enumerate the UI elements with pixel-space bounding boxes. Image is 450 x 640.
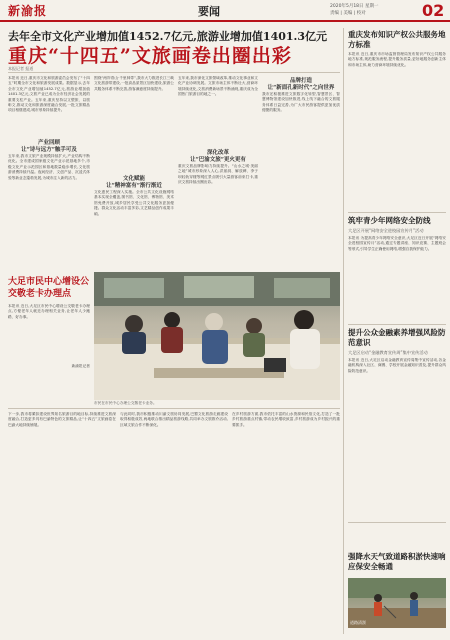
lower-paragraph-3: 在乡村旅游方面,我市依托丰富的山水资源和民俗文化,打造了一批乡村旅游重点村镇,带动农民增收致富,乡村旅游成为乡村振兴的重要抓手。 <box>232 412 340 427</box>
cyber-safety-subline: 大足区开展“网络安全进校园宣传月”活动 <box>348 228 424 233</box>
citizen-center-credit: 新渝报记者 <box>71 364 90 368</box>
lead-paragraph-3: 围绕“两岸青山·千里林带”,我市大力推进长江三峡文化旅游带建设,一批高品质景区加快建设,旅游公共服务体系不断完善,游客满意度持续提升。 <box>94 76 174 91</box>
lead-paragraph-1: 本报讯 近日,重庆市文化和旅游委员会发布了“十四五”时期全市文化和旅游发展成果。数据显示,去年全市文化产业增加值1452.7亿元,旅游业增加值1401.3亿元,文旅产业已成为全市经济社会发展的重要支柱产业。五年来,重庆坚持以文塑旅、以旅彰文,推动文化和旅游深度融合发展,一批文旅精品项目相继建成,城市形象持续提升。 <box>8 76 90 113</box>
road-cleanup-photo <box>348 578 446 628</box>
lead-subtitle: 去年全市文化产业增加值1452.7亿元,旅游业增加值1401.3亿元 <box>8 30 328 43</box>
subhead-bayu: 让“巴渝文旅”更火更有 <box>190 157 246 163</box>
lead-title: 重庆“十四五”文旅画卷出圈出彩 <box>8 45 292 67</box>
right-rule-3 <box>348 522 446 523</box>
newspaper-brand: 新渝报 <box>8 4 48 18</box>
issue-date: 2020年5月18日 星期一 <box>330 4 379 9</box>
subhead-poetry: 让“诗与远方”触手可及 <box>21 147 77 153</box>
citizen-center-headline: 大足市民中心增设公交敬老卡办理点 <box>8 277 90 299</box>
subhead-brand: 品牌打造 <box>289 78 312 84</box>
lead-paragraph-2: 五年来,我市文旅产业规模持续扩大,产业结构不断优化。全市建成国家级文化产业示范基地多个,市级文化产业示范园区和基地数量稳步增长,文化旅游消费持续升温。夜间经济、文创产品、沉浸式体验等新业态蓬勃发展,为城市注入新的活力。 <box>8 154 90 180</box>
subhead-culture: 文化赋能 <box>122 176 145 182</box>
subhead-spirit: 让“精神富有”渐行渐近 <box>106 183 162 189</box>
service-hall-photo-illustration <box>94 272 340 400</box>
road-cleanup-label: 道路清淤 <box>350 620 366 625</box>
lower-section-rule <box>8 408 340 409</box>
finance-week-headline: 提升公众金融素养增强风险防范意识 <box>348 328 446 347</box>
ip-standard-text: 本报讯 近日,重庆市市场监督管理局发布知识产权公共服务地方标准,规范服务流程,提升服务质量,更好地服务创新主体和市场主体,助力营商环境持续优化。 <box>348 52 446 67</box>
page-number: 02 <box>422 1 445 20</box>
lower-paragraph-2: 与此同时,我市积极推动川渝文旅协同发展,巴蜀文化旅游走廊建设取得积极成效,两地联合推出精品旅游线路,共同举办文旅推介活动,区域文旅合作不断深化。 <box>120 412 228 427</box>
rainstorm-headline: 强降水天气致道路积淤快速响应保安全畅通 <box>348 552 446 571</box>
finance-week-text: 本报讯 近日,大足区启动金融教育宣传周集中宣传活动,各金融机构深入社区、商圈、学校开展金融知识普及,提升群众风险防范意识。 <box>348 358 446 373</box>
right-rule-1 <box>348 212 446 213</box>
section-name: 要闻 <box>198 5 220 18</box>
lead-paragraph-4: 文化惠民工程深入实施。全市公共文化设施网络基本实现全覆盖,图书馆、文化馆、博物馆、美术馆免费开放,城乡居民享受公共文化服务更加便捷。群众文化活动丰富多彩,文艺精品创作成果丰硕。 <box>94 190 174 216</box>
photo-caption: 市民在市民中心办理公交敬老卡业务。 <box>94 401 157 405</box>
column-divider <box>343 28 344 634</box>
citizen-center-text: 本报讯 近日,大足区市民中心增设公交敬老卡办理点,方便老年人就近办理相关业务,让老年人少跑路、好办事。 <box>8 304 90 319</box>
lower-paragraph-1: 下一步,我市将紧扣建设世界知名旅游目的地目标,持续推进文旅深度融合,打造更多具有巴渝特色的文旅精品,让“十四五”文旅画卷在巴渝大地持续铺展。 <box>8 412 116 427</box>
right-rule-2 <box>348 324 446 325</box>
subhead-world: 让“新面孔新时代”之向世界 <box>267 85 335 91</box>
lead-paragraph-5: 五年来,我市深化文旅领域改革,推动文化事业和文化产业协调发展。文旅市场主体不断壮大,营商环境持续优化,文旅消费新场景不断涌现,重庆成为全国热门旅游目的地之一。 <box>178 76 258 97</box>
cyber-safety-text: 本报讯 为提高青少年网络安全意识,大足区近日开展“网络安全进校园宣传月”活动,通过专题讲座、知识竞赛、主题班会等形式,引导学生正确使用网络,增强自我保护能力。 <box>348 236 446 251</box>
subhead-reform: 深化改革 <box>206 150 229 156</box>
subhead-review: 产业回顾 <box>37 140 60 146</box>
cyber-safety-headline: 筑牢青少年网络安全防线 <box>348 216 431 225</box>
lead-byline: 本报记者 报道 <box>8 66 34 71</box>
citizen-center-article <box>8 276 90 372</box>
section-rule <box>8 72 340 73</box>
service-hall-photo <box>94 272 340 400</box>
lead-paragraph-7: 我市还积极推进文旅数字化转型,智慧景区、智慧博物馆建设加快推进,线上线下融合的文旅服务体系日益完善,为广大市民游客提供更加优质便捷的服务。 <box>262 92 340 113</box>
lead-paragraph-6: 重庆文旅品牌影响力持续提升。“山水之城·美丽之地”城市形象深入人心,洪崖洞、解放碑、李子坝轻轨穿楼等网红景点吸引大量游客前来打卡,重庆文旅持续出圈出彩。 <box>178 164 258 185</box>
ip-standard-headline: 重庆发布知识产权公共服务地方标准 <box>348 30 446 49</box>
issue-editors: 责编 | 美编 | 校对 <box>330 11 366 16</box>
finance-week-subline: 大足区启动“金融教育宣传周”集中宣传活动 <box>348 350 428 355</box>
masthead <box>0 0 450 22</box>
